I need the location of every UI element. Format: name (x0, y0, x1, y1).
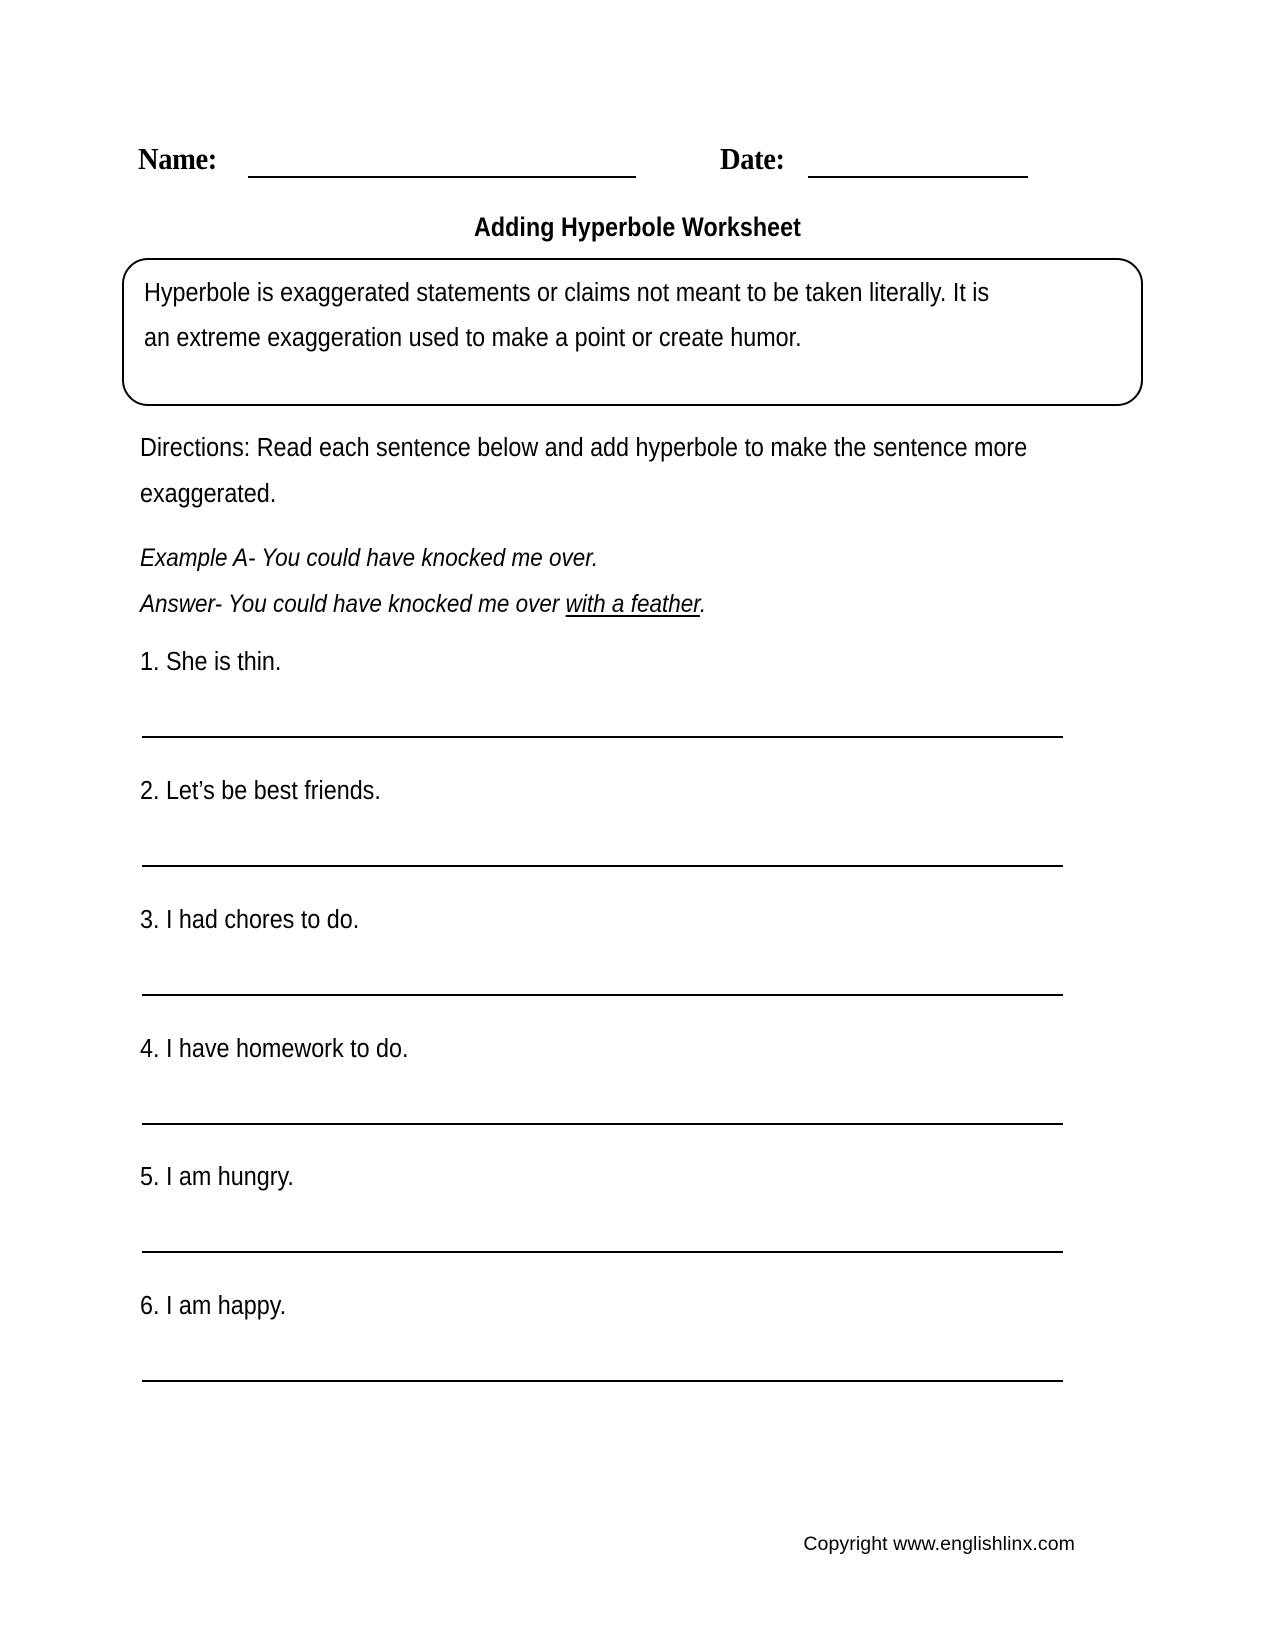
definition-callout-box (122, 258, 1143, 406)
question-text: 6. I am happy. (140, 1292, 287, 1320)
question-item (140, 1032, 1140, 1066)
question-text: 5. I am hungry. (140, 1163, 294, 1191)
question-text: 4. I have homework to do. (140, 1035, 409, 1063)
answer-line[interactable] (142, 736, 1063, 738)
name-write-in-line[interactable] (248, 176, 636, 178)
date-label: Date: (720, 141, 785, 176)
answer-line[interactable] (142, 994, 1063, 996)
question-item (140, 1160, 1140, 1194)
question-item (140, 1289, 1140, 1323)
definition-text: Hyperbole is exaggerated statements or claims not meant to be taken literally. It is an extreme exaggeration used to make a point or create humor. (144, 279, 990, 352)
example-answer (140, 581, 1049, 627)
question-item (140, 903, 1140, 937)
example-answer-prefix: Answer- You could have knocked me over (140, 590, 566, 618)
example-answer-suffix: . (699, 590, 707, 618)
copyright-footer: Copyright www.englishlinx.com (803, 1533, 1075, 1555)
question-item (140, 645, 1140, 679)
example-block (140, 535, 1049, 627)
question-text: 3. I had chores to do. (140, 906, 360, 934)
answer-line[interactable] (142, 1380, 1063, 1382)
student-info-header (138, 141, 1038, 183)
example-answer-underlined: with a feather (565, 590, 700, 618)
directions-text: Directions: Read each sentence below and add hyperbole to make the sentence more exaggerated. (140, 434, 1028, 508)
page-title: Adding Hyperbole Worksheet (474, 212, 801, 242)
answer-line[interactable] (142, 1123, 1063, 1125)
date-write-in-line[interactable] (808, 176, 1028, 178)
question-item (140, 774, 1140, 808)
question-text: 2. Let’s be best friends. (140, 777, 381, 805)
question-text: 1. She is thin. (140, 648, 282, 676)
name-label: Name: (138, 141, 217, 176)
example-prompt: Example A- You could have knocked me over. (140, 544, 599, 572)
answer-line[interactable] (142, 1251, 1063, 1253)
answer-line[interactable] (142, 865, 1063, 867)
